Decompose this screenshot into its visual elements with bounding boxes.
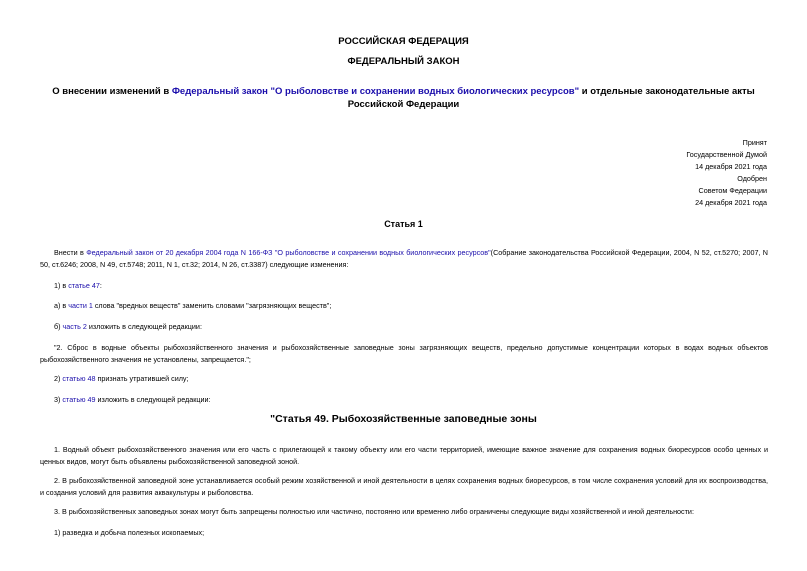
item-1-suffix: : <box>99 281 102 290</box>
law-title <box>40 85 767 111</box>
intro-suffix: (Собрание законодательства Российской Федерации, 2004, N 52, ст.5270; 2007, N 50, ст.6246; 2008, N 49, ст.5748; 2011, N 1, ст.32; 2014, N 26, ст.3387) следующие изменения: <box>40 248 768 269</box>
article-1-intro <box>40 247 768 271</box>
approved-label: Одобрен <box>737 174 767 183</box>
item-1-prefix: 1) в <box>54 281 69 290</box>
item-3-suffix: изложить в следующей редакции: <box>95 395 211 404</box>
item-1b <box>40 321 768 333</box>
adopted-label: Принят <box>742 138 767 147</box>
item-1 <box>40 280 768 292</box>
approved-by: Советом Федерации <box>698 186 767 195</box>
article-49-item-3: 3. В рыбохозяйственных заповедных зонах могут быть запрещены полностью или частично, постоянно или временно либо ограничены следующие виды хозяйственной и иной деятельности: <box>54 507 694 516</box>
law-title-suffix: и отдельные законодательные акты Российской Федерации <box>347 86 755 110</box>
item-3-link[interactable]: статью 49 <box>62 395 96 404</box>
approved-date: 24 декабря 2021 года <box>695 198 767 207</box>
article-49-item-1: 1. Водный объект рыбохозяйственного значения или его часть с прилегающей к такому объекту или его части территорией, имеющие важное значение для сохранения водных биоресурсов особо ценных и ценных видов, могут быть объявлены рыбохозяйственной заповедной зоной. <box>40 445 768 466</box>
intro-law-link[interactable]: Федеральный закон от 20 декабря 2004 года N 166-ФЗ "О рыболовстве и сохранении водных биологических ресурсов" <box>86 248 491 257</box>
item-1a <box>40 300 768 312</box>
adopted-by: Государственной Думой <box>686 150 767 159</box>
adoption-block <box>686 137 767 209</box>
adopted-date: 14 декабря 2021 года <box>695 162 767 171</box>
country-heading: РОССИЙСКАЯ ФЕДЕРАЦИЯ <box>338 36 469 47</box>
item-1-link[interactable]: статье 47 <box>68 281 100 290</box>
item-2-link[interactable]: статью 48 <box>62 374 96 383</box>
item-3 <box>40 394 768 406</box>
article-49-item-3-1: 1) разведка и добыча полезных ископаемых; <box>54 528 205 537</box>
law-type-heading: ФЕДЕРАЛЬНЫЙ ЗАКОН <box>347 56 460 67</box>
item-1a-prefix: а) в <box>54 301 69 310</box>
intro-prefix: Внести в <box>54 248 87 257</box>
article-1-heading: Статья 1 <box>384 219 423 229</box>
article-49-item-2: 2. В рыбохозяйственной заповедной зоне устанавливается особый режим хозяйственной и иной деятельности в целях сохранения водных биоресурсов, в том числе сохранения условий для их воспроизводства, и создания условий для развития аквакультуры и рыболовства. <box>40 476 768 497</box>
item-1a-link[interactable]: части 1 <box>68 301 93 310</box>
item-2-prefix: 2) <box>54 374 63 383</box>
law-title-link[interactable]: Федеральный закон "О рыболовстве и сохранении водных биологических ресурсов" <box>171 86 580 97</box>
quoted-part-2: "2. Сброс в водные объекты рыбохозяйственного значения и рыбохозяйственные заповедные зоны загрязняющих веществ, предельно допустимые концентрации которых в водах водных объектов рыбохозяйственного значения не установлены, запрещается."; <box>40 343 768 364</box>
article-49-heading: "Статья 49. Рыбохозяйственные заповедные зоны <box>270 413 537 425</box>
item-1b-suffix: изложить в следующей редакции: <box>86 322 202 331</box>
law-title-prefix: О внесении изменений в <box>52 86 172 97</box>
item-1b-link[interactable]: часть 2 <box>62 322 87 331</box>
item-1a-suffix: слова "вредных веществ" заменить словами "загрязняющих веществ"; <box>92 301 332 310</box>
item-1b-prefix: б) <box>54 322 63 331</box>
item-2 <box>40 373 768 385</box>
item-3-prefix: 3) <box>54 395 63 404</box>
item-2-suffix: признать утратившей силу; <box>95 374 189 383</box>
